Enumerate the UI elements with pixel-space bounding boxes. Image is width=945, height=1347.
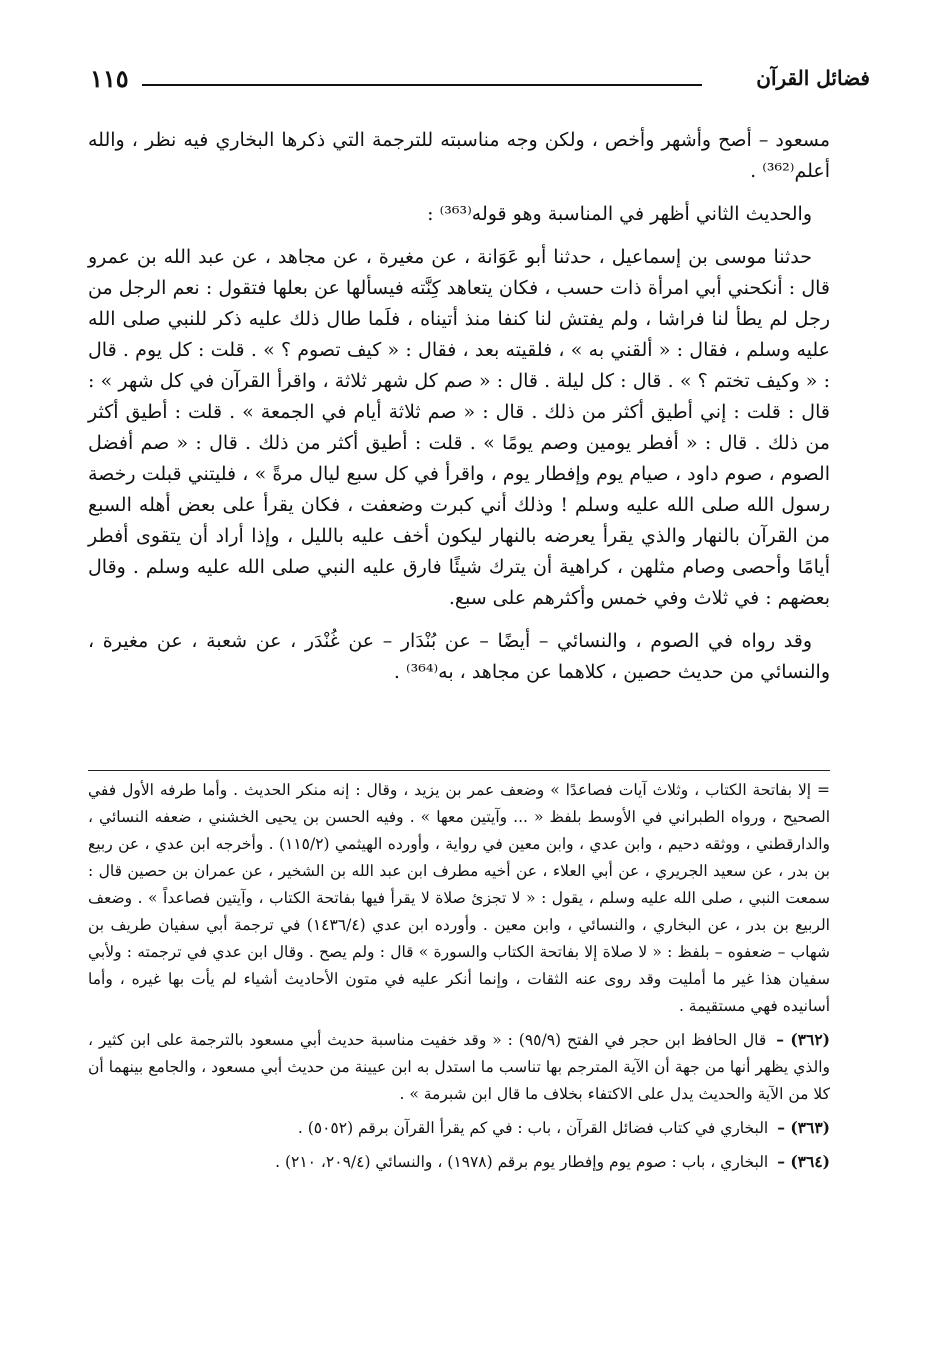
paragraph-3: حدثنا موسى بن إسماعيل ، حدثنا أبو عَوَانة ، عن مغيرة ، عن مجاهد ، عن عبد الله بن عمرو قال : أنكحني أبي امرأة ذات حسب ، فكان يتعاهد كِنَّته فيسألها عن بعلها فتقول : نعم الرجل من رجل لم يطأ لنا فراشا ، ولم يفتش لنا كنفا منذ أتيناه ، فلَما طال ذلك عليه ذكر للنبي صلى الله عليه وسلم ، فقال : « ألقني به » ، فلقيته بعد ، فقال : « كيف تصوم ؟ » . قلت : كل يوم . قال : « وكيف تختم ؟ » . قال : كل ليلة . قال : « صم كل شهر ثلاثة ، واقرأ القرآن في كل شهر » : قال : قلت : إني أطيق أكثر من ذلك . قال : « صم ثلاثة أيام في الجمعة » . قلت : أطيق أكثر من ذلك . قال : « أفطر يومين وصم يومًا » . قلت : أطيق أكثر من ذلك . قال : « صم أفضل الصوم ، صوم داود ، صيام يوم وإفطار يوم ، واقرأ في كل سبع ليال مرةً » ، فليتني قبلت رخصة رسول الله صلى الله عليه وسلم ! وذلك أني كبرت وضعفت ، فكان يقرأ على بعض أهله السبع من القرآن بالنهار والذي يقرأ يعرضه بالنهار ليكون أخف عليه بالليل ، وإذا أراد أن يتقوى أفطر أيامًا وأحصى وصام مثلهن ، كراهية أن يترك شيئًا فارق عليه النبي صلى الله عليه وسلم . وقال بعضهم : في ثلاث وفي خمس وأكثرهم على سبع. (88, 246, 830, 609)
footnotes-section (88, 770, 830, 1182)
footnote-text: البخاري ، باب : صوم يوم وإفطار يوم برقم (١٩٧٨) ، والنسائي (٢٠٩/٤، ٢١٠) . (275, 1153, 769, 1171)
running-title: فضائل القرآن (756, 66, 870, 90)
footnote-364 (88, 1148, 830, 1176)
footnote-362 (88, 1026, 830, 1108)
footnote-number: (٣٦٤) – (777, 1152, 830, 1171)
page-header (70, 60, 870, 100)
footnote-text: البخاري في كتاب فضائل القرآن ، باب : في كم يقرأ القرآن برقم (٥٠٥٢) . (297, 1119, 769, 1137)
page-number: ١١٥ (90, 64, 129, 93)
header-rule (142, 84, 702, 86)
footnote-number: (٣٦٢) – (776, 1030, 830, 1049)
footnote-number: (٣٦٣) – (777, 1118, 830, 1137)
footnote-363 (88, 1114, 830, 1142)
paragraph-2: والحديث الثاني أظهر في المناسبة وهو قوله⁽³⁶³⁾ : (427, 203, 812, 225)
footnote-text: قال الحافظ ابن حجر في الفتح (٩٥/٩) : « وقد خفيت مناسبة حديث أبي مسعود بالترجمة على ابن كثير ، والذي يظهر أنها من جهة أن الآية المترجم بها تناسب ما استدل به ابن عيينة من حديث أبي مسعود ، والجامع بينهما أن كلا من الآية والحديث يدل على الاكتفاء بخلاف ما قال ابن شبرمة » . (88, 1031, 830, 1103)
footnote-continuation: = إلا بفاتحة الكتاب ، وثلاث آيات فصاعدًا » وضعف عمر بن يزيد ، وقال : إنه منكر الحديث . وأما طرفه الأول ففي الصحيح ، ورواه الطبراني في الأوسط بلفظ « ... وآيتين معها » . وفيه الحسن بن يحيى الخشني ، ضعفه النسائي ، والدارقطني ، ووثقه دحيم ، وابن عدي ، وابن معين في رواية ، وأورده الهيثمي (١١٥/٢) . وأخرجه ابن عدي ، عن ربيع بن بدر ، عن سعيد الجريري ، عن أبي العلاء ، عن أخيه مطرف ابن عبد الله بن الشخير ، عن عمران بن حصين قال : سمعت النبي ، صلى الله عليه وسلم ، يقول : « لا تجزئ صلاة لا يقرأ فيها بفاتحة الكتاب ، وآيتين فصاعداً » . وضعف الربيع بن بدر ، عن البخاري ، والنسائي ، وابن معين . وأورده ابن عدي (١٤٣٦/٤) في ترجمة أبي سفيان طريف بن شهاب – ضعفوه – بلفظ : « لا صلاة إلا بفاتحة الكتاب والسورة » قال : ولم يصح . وقال ابن عدي في ترجمته : ولأبي سفيان هذا غير ما أمليت وقد روى عنه الثقات ، وإنما أنكر عليه في متون الأحاديث أشياء لم يأت بها غيره ، وأما أسانيده فهي مستقيمة . (88, 781, 830, 1015)
paragraph-1: مسعود – أصح وأشهر وأخص ، ولكن وجه مناسبته للترجمة التي ذكرها البخاري فيه نظر ، والله أعلم⁽³⁶²⁾ . (88, 129, 830, 182)
main-text (88, 125, 830, 700)
paragraph-4: وقد رواه في الصوم ، والنسائي – أيضًا – عن بُنْدَار – عن غُنْدَر ، عن شعبة ، عن مغيرة ، والنسائي من حديث حصين ، كلاهما عن مجاهد ، به⁽³⁶⁴⁾ . (88, 630, 830, 683)
